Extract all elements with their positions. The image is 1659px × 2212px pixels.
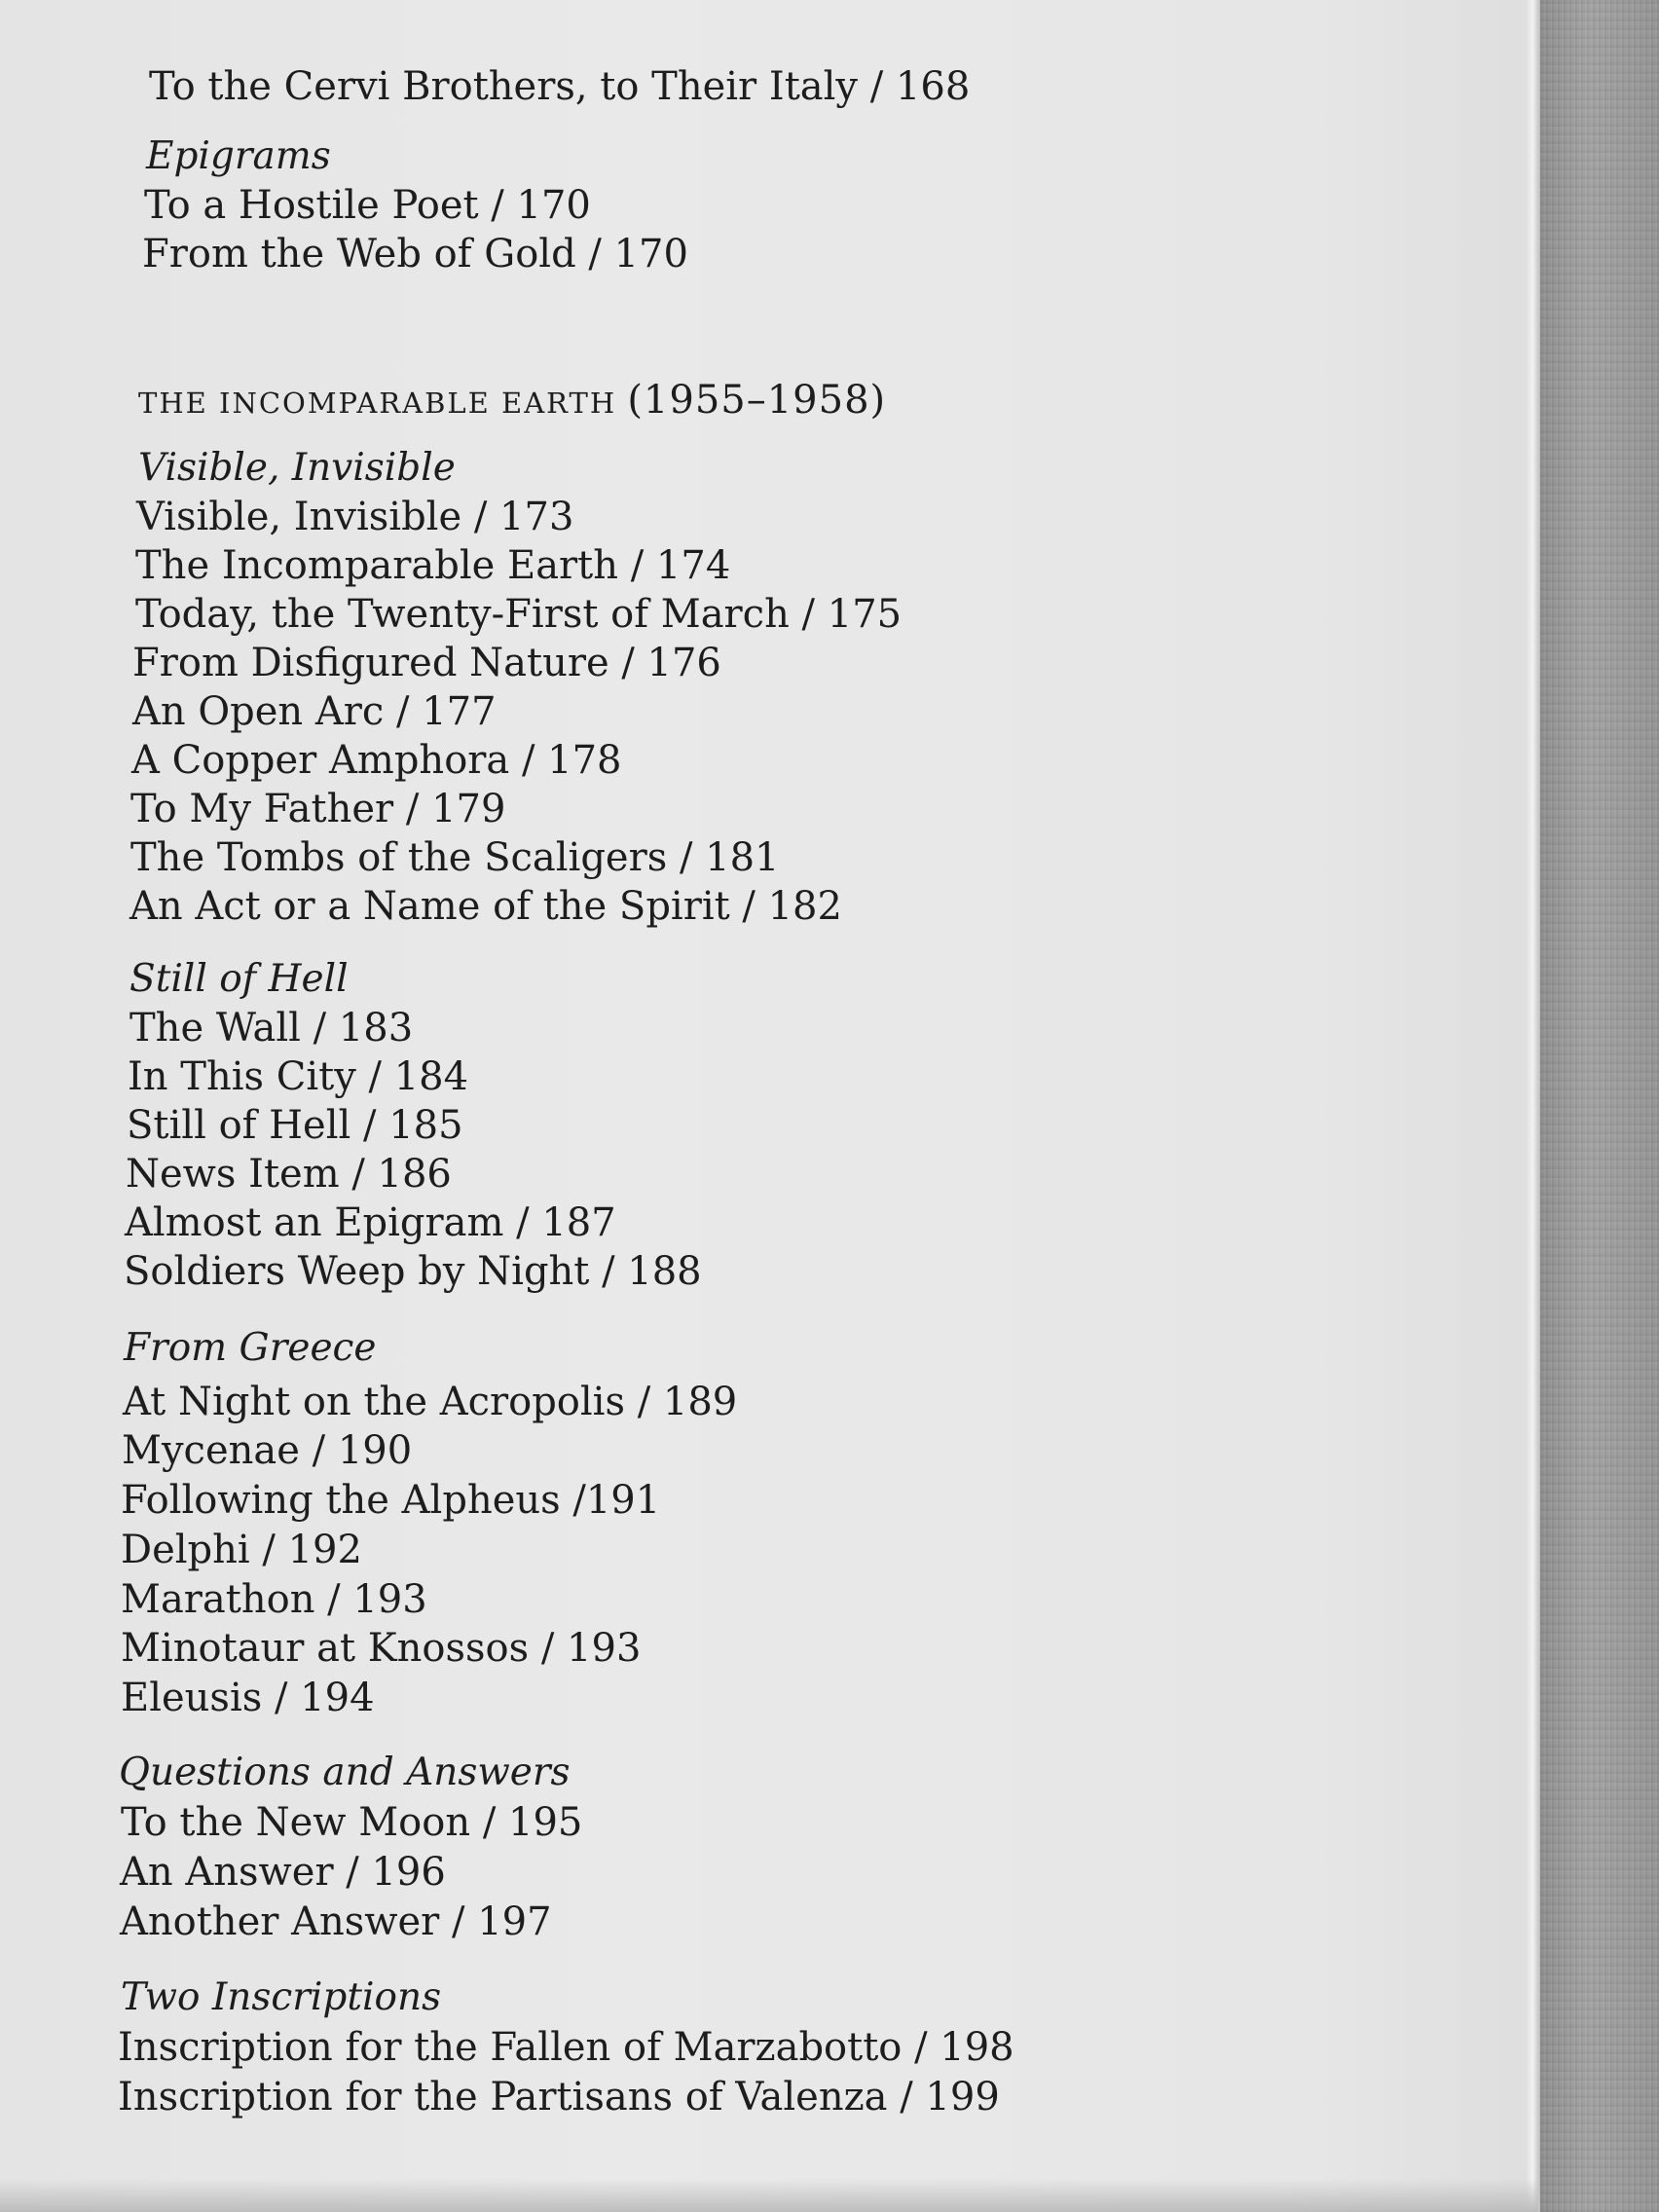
toc-entry: Another Answer / 197 (120, 1899, 552, 1944)
toc-entry: To the Cervi Brothers, to Their Italy / 168 (149, 64, 971, 109)
toc-entry: To a Hostile Poet / 170 (144, 183, 591, 228)
toc-entry: Almost an Epigram / 187 (125, 1200, 616, 1245)
toc-entry: Eleusis / 194 (121, 1676, 375, 1720)
toc-entry: Visible, Invisible / 173 (136, 495, 574, 539)
book-title-text: THE INCOMPARABLE EARTH (138, 387, 617, 420)
toc-entry: The Incomparable Earth / 174 (135, 543, 731, 588)
section-heading: From Greece (124, 1326, 377, 1370)
toc-entry: Marathon / 193 (121, 1577, 427, 1622)
toc-entry: From Disfigured Nature / 176 (132, 641, 721, 685)
section-heading: Two Inscriptions (121, 1975, 442, 2019)
toc-entry: From the Web of Gold / 170 (142, 232, 688, 276)
toc-entry: Mycenae / 190 (122, 1428, 413, 1473)
toc-entry: An Act or a Name of the Spirit / 182 (129, 884, 842, 929)
toc-entry: An Open Arc / 177 (132, 689, 497, 734)
toc-entry: Inscription for the Partisans of Valenza / 199 (118, 2075, 1000, 2120)
section-heading: Questions and Answers (119, 1751, 571, 1794)
toc-entry: Today, the Twenty-First of March / 175 (135, 592, 903, 637)
toc-entry: Following the Alpheus /191 (121, 1478, 661, 1523)
toc-entry: Minotaur at Knossos / 193 (121, 1626, 642, 1671)
toc-entry: An Answer / 196 (120, 1850, 446, 1895)
toc-entry: The Tombs of the Scaligers / 181 (130, 835, 780, 880)
toc-entry: Soldiers Weep by Night / 188 (124, 1249, 702, 1294)
section-heading: Visible, Invisible (138, 446, 456, 490)
toc-entry: In This City / 184 (128, 1054, 469, 1099)
toc-entry: A Copper Amphora / 178 (131, 738, 622, 783)
backdrop (1540, 0, 1659, 2212)
toc-entry: The Wall / 183 (129, 1006, 414, 1051)
toc-entry: To My Father / 179 (130, 787, 506, 831)
toc-entry: Still of Hell / 185 (127, 1103, 463, 1148)
toc-entry: To the New Moon / 195 (121, 1800, 583, 1845)
toc-entry: Delphi / 192 (121, 1528, 362, 1572)
book-title (138, 376, 886, 424)
toc-entry: Inscription for the Fallen of Marzabotto / 198 (118, 2025, 1014, 2070)
section-heading: Epigrams (146, 134, 331, 178)
toc-entry: At Night on the Acropolis / 189 (123, 1380, 738, 1424)
section-heading: Still of Hell (129, 957, 349, 1001)
toc-entry: News Item / 186 (126, 1152, 452, 1197)
page-edge (1527, 0, 1540, 2212)
book-years: (1955–1958) (627, 378, 887, 423)
